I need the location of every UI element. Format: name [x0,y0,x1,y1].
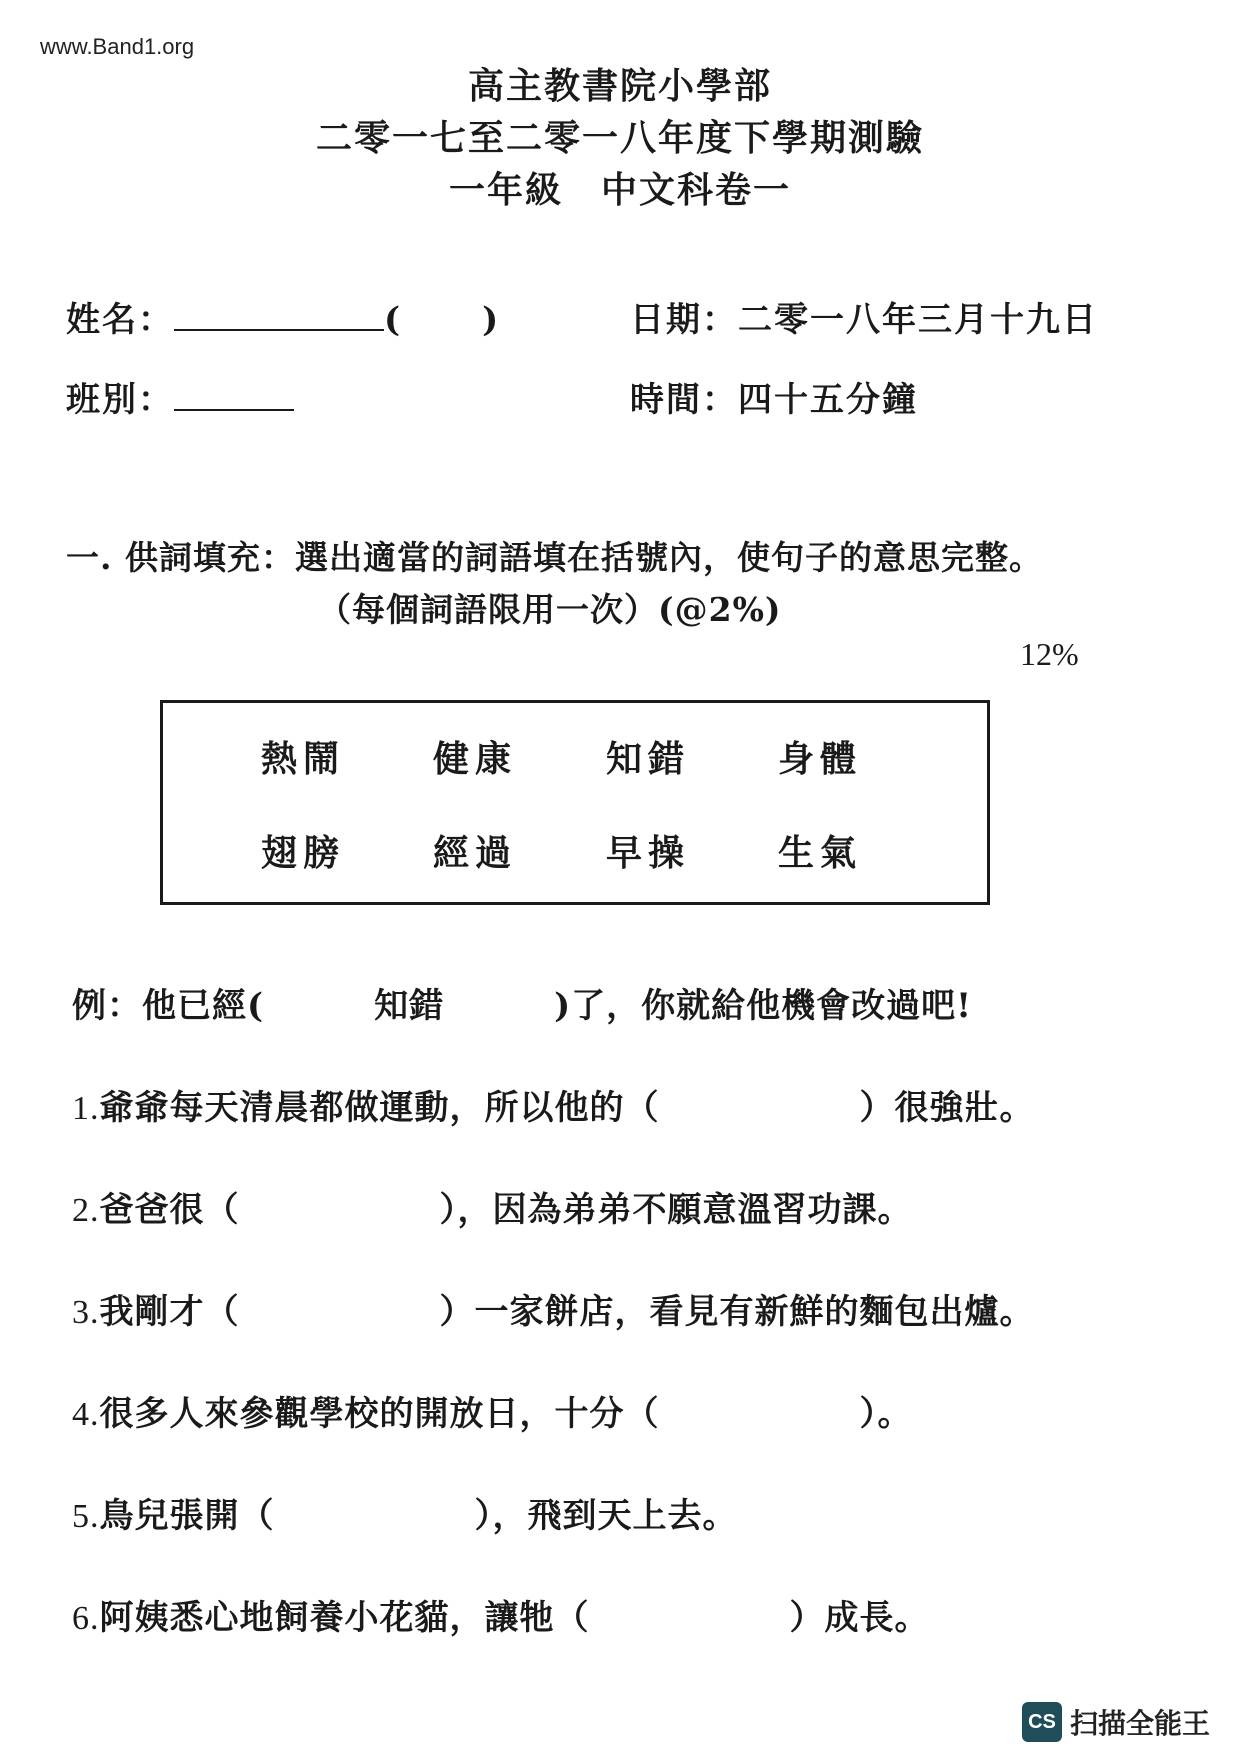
question-text: ）成長。 [789,1598,930,1638]
word-bank-item: 經過 [433,832,518,874]
question-text: ）一家餅店，看見有新鮮的麵包出爐。 [439,1292,1035,1332]
name-field: 姓名： ( ) [66,300,501,340]
word-bank-item: 健康 [433,738,518,780]
example-answer: 知錯 [374,986,445,1026]
question-number: 4. [72,1396,100,1433]
scanner-badge-label: 扫描全能王 [1069,1708,1210,1739]
word-bank-item: 翅膀 [261,832,346,874]
question-text: 爸爸很（ [99,1190,240,1230]
question-4 [72,1386,913,1435]
word-bank-item: 生氣 [778,832,863,874]
question-5 [72,1488,738,1537]
question-3 [72,1284,1035,1333]
question-6 [72,1590,930,1639]
class-blank[interactable] [174,379,294,411]
example-sentence [72,978,972,1027]
question-text: 爺爺每天清晨都做運動，所以他的（ [99,1088,660,1128]
example-suffix: )了，你就給他機會改過吧! [554,986,973,1026]
class-field [66,372,294,421]
scanner-badge [1022,1702,1210,1742]
question-text: 很多人來參觀學校的開放日，十分（ [99,1394,660,1434]
question-number: 3. [72,1294,100,1331]
example-prefix: 例：他已經( [72,986,265,1026]
question-2 [72,1182,913,1231]
grade-subject: 一年級 中文科卷一 [448,169,791,211]
word-bank-item: 熱鬧 [261,738,346,780]
section-note: （每個詞語限用一次）(@2%) [318,590,782,629]
question-text: 我剛才（ [99,1292,240,1332]
question-number: 5. [72,1498,100,1535]
question-text: ）。 [859,1394,913,1434]
camscanner-logo-icon: CS [1022,1702,1062,1742]
question-text: ），因為弟弟不願意溫習功課。 [439,1190,913,1230]
question-number: 2. [72,1192,100,1229]
word-bank-item: 身體 [778,738,863,780]
watermark: www.Band1.org [40,34,195,59]
question-text: ）很強壯。 [859,1088,1035,1128]
exam-time: 時間：四十五分鐘 [630,380,918,420]
section-instruction: 一. 供詞填充：選出適當的詞語填在括號內，使句子的意思完整。 [66,538,1043,577]
word-bank-item: 知錯 [606,738,691,780]
name-blank[interactable] [174,299,384,331]
class-label: 班別： [66,380,174,420]
question-number: 1. [72,1090,100,1127]
name-label: 姓名： [66,300,174,340]
exam-title: 二零一七至二零一八年度下學期測驗 [315,117,924,159]
word-bank [160,700,990,905]
question-text: 鳥兒張開（ [99,1496,275,1536]
school-title: 高主教書院小學部 [467,65,772,107]
section-score: 12% [1020,636,1079,672]
question-number: 6. [72,1600,100,1637]
word-bank-item: 早操 [606,832,691,874]
question-1 [72,1080,1035,1129]
exam-date: 日期：二零一八年三月十九日 [630,300,1098,340]
question-text: 阿姨悉心地飼養小花貓，讓牠（ [99,1598,590,1638]
question-text: ），飛到天上去。 [474,1496,738,1536]
